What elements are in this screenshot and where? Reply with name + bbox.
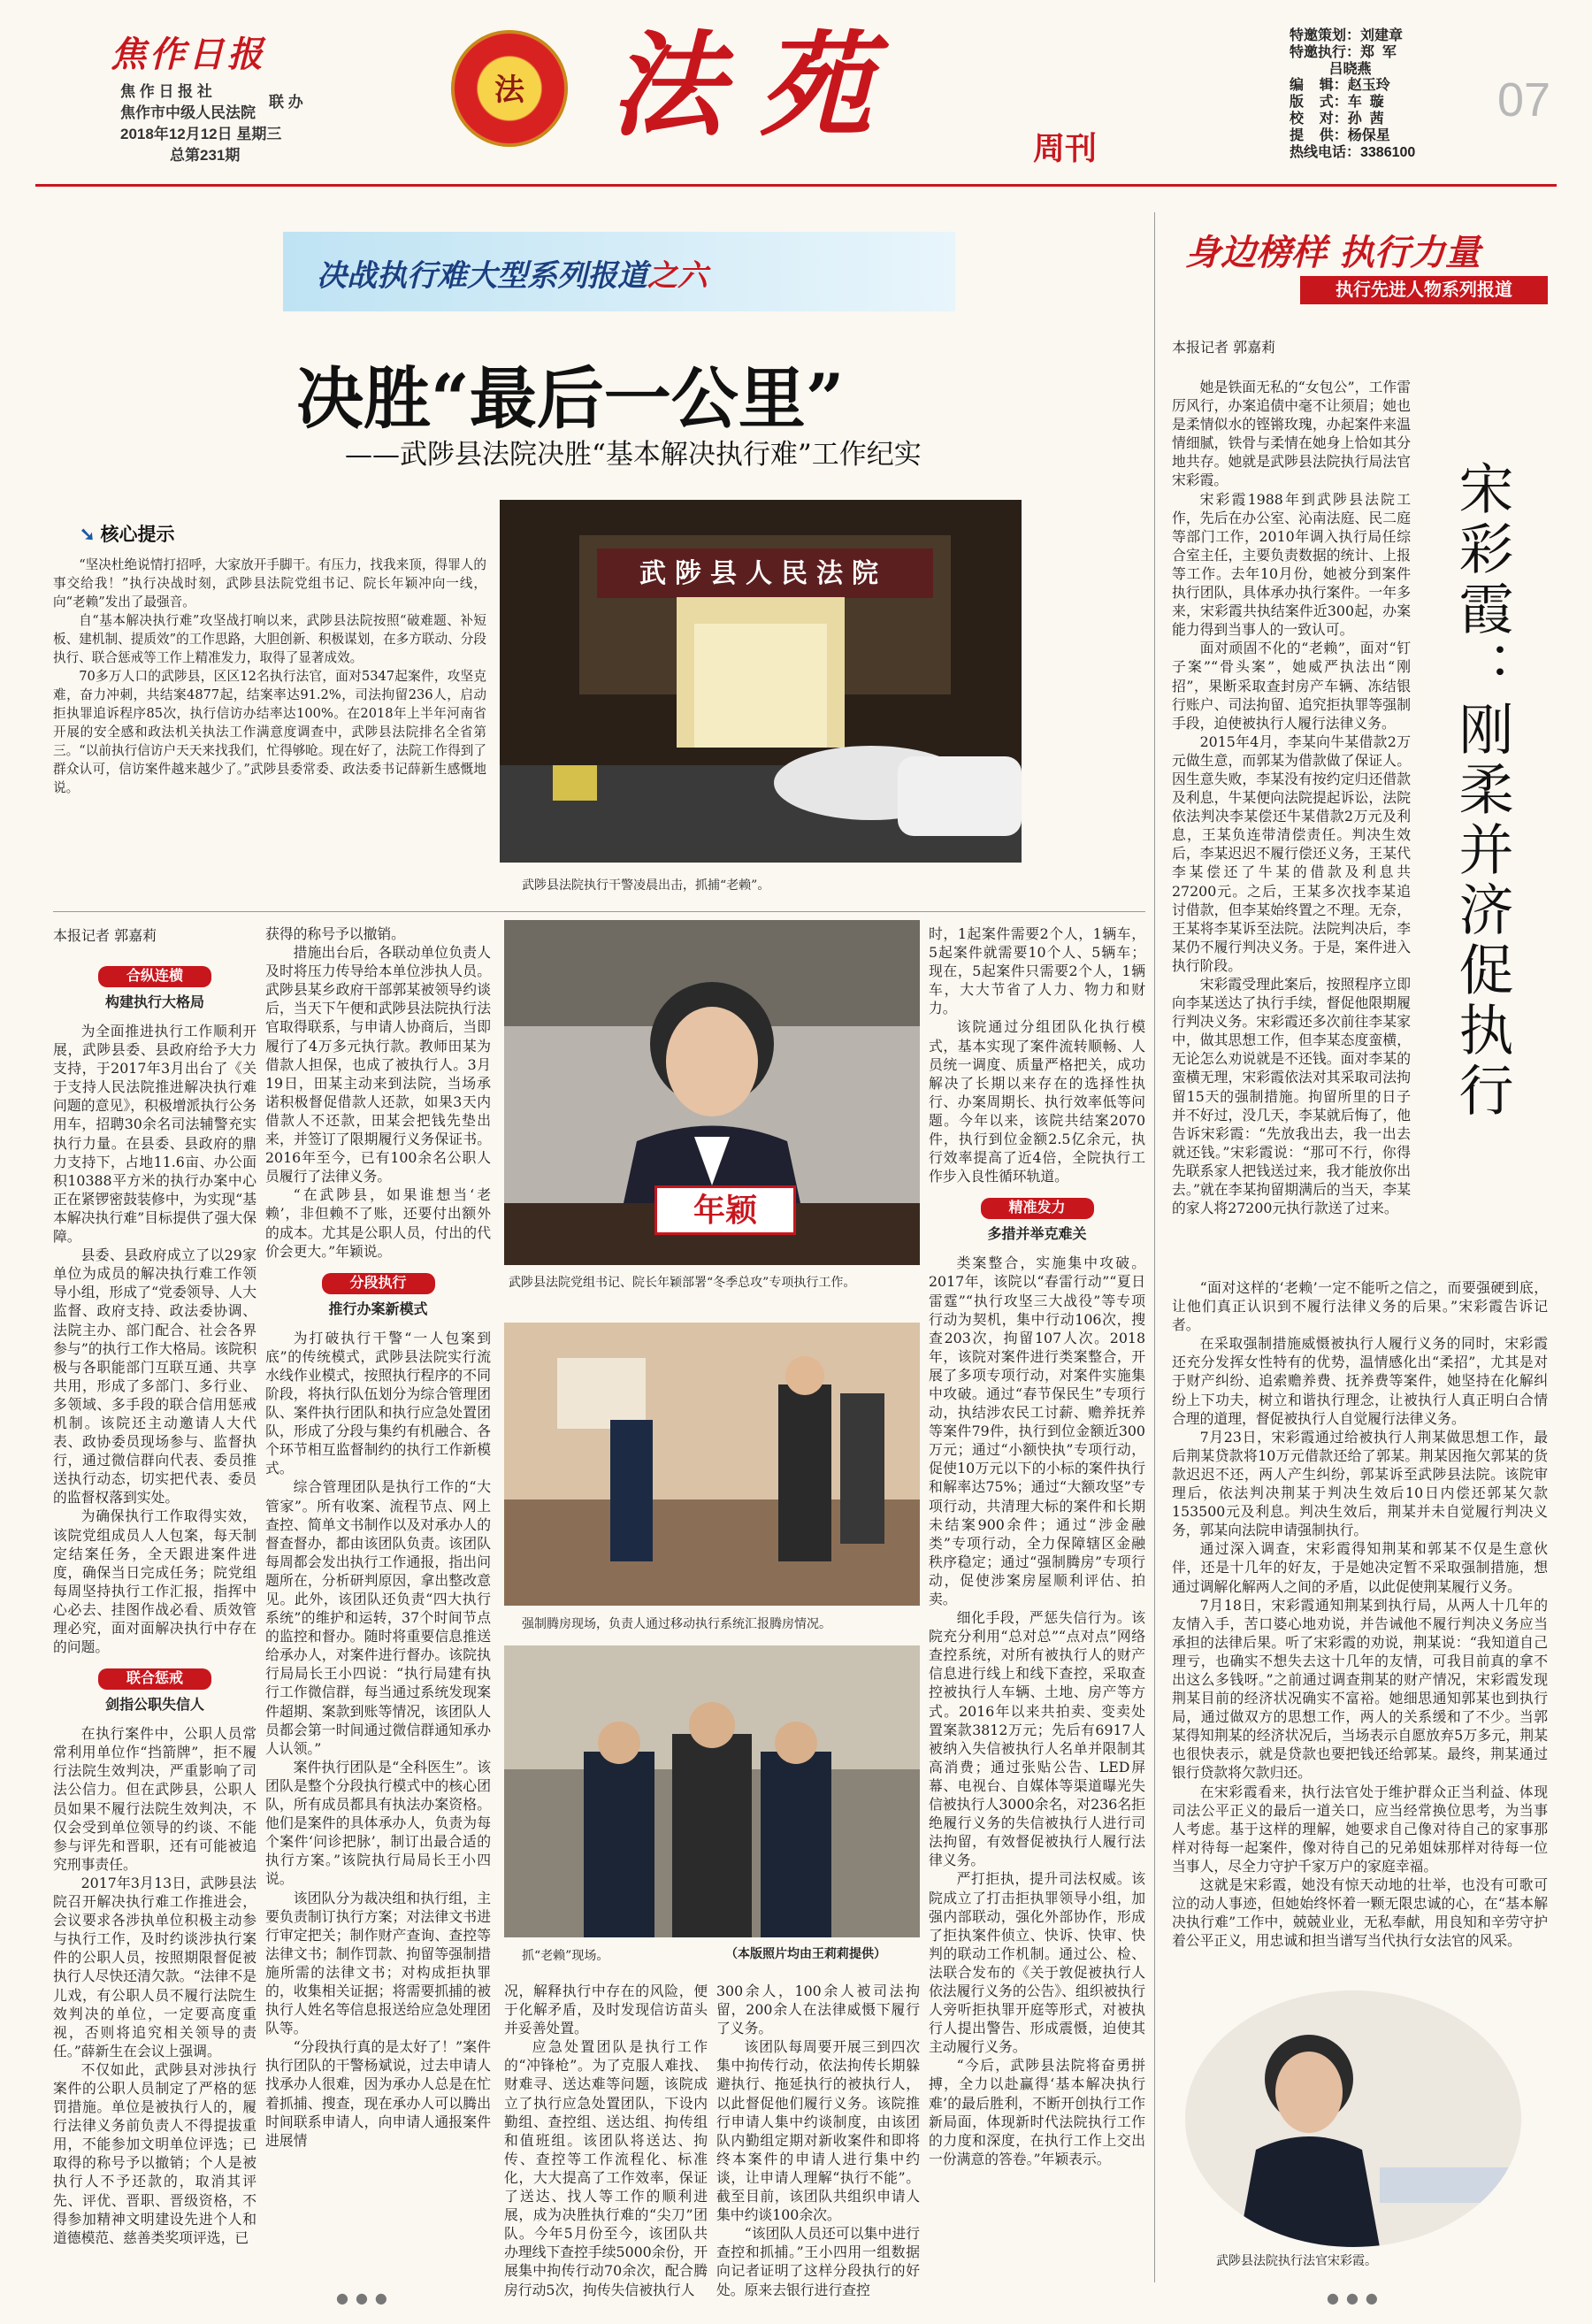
paragraph: 该团队分为裁决组和执行组，主要负责制订执行方案；对法律文书进行审定把关；制作财产查询、查控等法律文书；制作罚款、拘留等强制措施所需的法律文书；对构成拒执罪的，收集相关证据；将需要抓捕的被执行人姓名等信息报送给应急处理团队等。 [265,1889,491,2037]
section-tag: 合纵连横 [98,966,211,987]
paragraph: 在采取强制措施威慑被执行人履行义务的同时，宋彩霞还充分发挥女性特有的优势，温情感化出“柔招”，尤其是对于财产纠纷、追索赡养费、抚养费等案件，她坚持在化解纠纷上下功夫，树立和谐执行理念，让被执行人真正明白合情合理的道理，督促被执行人自觉履行法律义务。 [1172,1335,1548,1427]
section-subhead: 多措并举克难关 [987,1225,1087,1243]
paragraph: 况，解释执行中存在的风险，便于化解矛盾，及时发现信访苗头并妥善处置。 [504,1983,708,2037]
paragraph: 7月23日，宋彩霞通过给被执行人荆某做思想工作，最后荆某贷款将10万元借款还给了郭某。荆某因拖欠郭某的货款迟迟不还，两人产生纠纷，郭某诉至武陟县法院。该院审理后，依法判决荆某于判决生效后10日内偿还郭某欠款153500元及利息。判决生效后，荆某并未自觉履行判决义务，郭某向法院申请强制执行。 [1172,1428,1548,1539]
profile-column-bottom [1172,1278,1548,1950]
court-emblem [451,30,568,147]
key-para: “坚决杜绝说情打招呼，大家放开手脚干。有压力，找我来顶，得罪人的事交给我！”执行决战时刻，武陟县法院党组书记、院长年颖冲向一线，向“老赖”发出了最强音。 [53,557,486,610]
paragraph: 该团队每周要开展三到四次集中拘传行动，依法拘传长期躲避执行、拖延执行的被执行人，以此督促他们履行义务。该院推行申请人集中约谈制度，由该团队内勤组定期对新收案件和即将终本案件的申请人进行集中约谈，让申请人理解“执行不能”。截至目前，该团队共组织申请人集中约谈100余次。 [716,2038,920,2224]
masthead-area [35,19,1557,189]
paragraph: 在执行案件中，公职人员常常利用单位作“挡箭牌”，拒不履行法院生效判决，严重影响了司法公信力。但在武陟县，公职人员如果不履行法院生效判决，不仅会受到单位领导的约谈、不能参与评先和晋职，还有可能被追究刑事责任。 [53,1725,256,1873]
issue-number: 总第231期 [170,147,241,164]
rolemodel-title: 身边榜样 执行力量 [1185,232,1481,273]
paragraph: 宋彩霞1988年到武陟县法院工作，先后在办公室、沁南法庭、民二庭等部门工作，2010年调入执行局任综合室主任，主要负责数据的统计、上报等工作。去年10月份，她被分到案件执行团队，具体承办执行案件。一年多来，宋彩霞共执结案件近300起，办案能力得到当事人的一致认可。 [1172,490,1411,639]
caption-5: 武陟县法院执行法官宋彩霞。 [1216,2254,1377,2268]
profile-byline: 本报记者 郭嘉莉 [1172,339,1276,356]
column-3 [504,1982,708,2299]
nameplate: 年颖 [654,1185,796,1235]
paragraph: 为确保执行工作取得实效，该院党组成员人人包案，每天制定结案任务，全天跟进案件进度，确保当日完成任务；院党组每周坚持执行工作汇报，指挥中心必去、挂图作战必看、质效管理必究，面对面解决执行中存在的问题。 [53,1507,256,1656]
photo-credit: （本版照片均由王莉莉提供） [725,1947,886,1961]
photo-house-eviction-graphic [504,1323,920,1606]
photo-arrest [504,1645,920,1937]
column-divider [1154,212,1155,2282]
paragraph: 为全面推进执行工作顺利开展，武陟县委、县政府给予大力支持，于2017年3月出台了《关于支持人民法院推进解决执行难问题的意见》，积极增派执行公务用车，招聘30余名司法辅警充实执行力量。在县委、县政府的鼎力支持下，占地11.6亩、办公面积10388平方米的执行办案中心正在紧锣密鼓装修中，为实现“基本解决执行难”目标提供了强大保障。 [53,1023,256,1246]
column-4 [929,924,1145,2168]
paragraph: 县委、县政府成立了以29家单位为成员的解决执行难工作领导小组，形成了“党委领导、人大监督、政府支持、政法委协调、法院主办、部门配合、社会各界参与”的执行工作大格局。该院积极与各职能部门互联互通、共享共用，形成了多部门、多行业、多领域、多手段的联合信用惩戒机制。该院还主动邀请人大代表、政协委员现场参与、监督执行，通过微信群向代表、委员推送执行动态，切实把代表、委员的监督权落到实处。 [53,1246,256,1507]
key-points-title: ➘ 核心提示 [80,525,175,545]
staff-list: 特邀策划：刘建章 特邀执行：郑 军 吕晓燕 编 辑：赵玉玲 版 式：车 璇 校 对：孙 茜 提 供：杨保星 热线电话：3386100 [1290,28,1416,160]
photo-house-eviction [504,1323,920,1606]
paragraph: 为打破执行干警“一人包案到底”的传统模式，武陟县法院实行流水线作业模式，按照执行程序的不同阶段，将执行队伍划分为综合管理团队、案件执行团队和执行应急处置团队，形成了分段与集约有机融合、各个环节相互监督制约的执行工作新模式。 [265,1329,491,1477]
paragraph: 时，1起案件需要2个人，1辆车，5起案件就需要10个人、5辆车；现在，5起案件只需要2个人，1辆车，大大节省了人力、物力和财力。 [929,925,1145,1017]
supplement-title: 法苑 [610,19,908,152]
paragraph: 应急处置团队是执行工作的“冲锋枪”。为了克服人难找、财难寻、送达难等问题，该院成立了执行应急处置团队，下设内勤组、查控组、送达组、拘传组和值班组。该团队将送达、拘传、查控等工作流程化、标准化，大大提高了工作效率，保证了送达、找人等工作的顺利进展，成为决胜执行难的“尖刀”团队。今年5月份至今，该团队共办理线下查控手续5000余份，开展集中拘传行动70余次，配合腾房行动5次，拘传失信被执行人 [504,2038,708,2298]
section-subhead: 构建执行大格局 [104,993,204,1010]
publisher-line-2: 焦作市中级人民法院 [120,104,256,121]
paragraph: 措施出台后，各联动单位负责人及时将压力传导给本单位涉执人员。武陟县某乡政府干部郭某被领导约谈后，当天下午便和武陟县法院执行法官取得联系，与申请人协商后，当即履行了4万多元执行款。教师田某为借款人担保，也成了被执行人。3月19日，田某主动来到法院，当场承诺积极督促借款人还款，如果3天内借款人不还款，田某会把钱先垫出来，并签订了限期履行义务保证书。2016年至今，已有100余名公职人员履行了法律义务。 [265,944,491,1185]
photo-judge-song-graphic [1185,1990,1521,2247]
publisher-line-1: 焦 作 日 报 社 [120,83,212,100]
series-banner [283,232,955,311]
paragraph: 在宋彩霞看来，执行法官处于维护群众正当利益、体现司法公平正义的最后一道关口，应当经常换位思考，为当事人考虑。基于这样的理解，她要求自己像对待自己的家事那样对待每一起案件，像对待自己的兄弟姐妹那样对待每一位当事人，尽全力守护千家万户的家庭幸福。 [1172,1783,1548,1875]
paragraph: “分段执行真的是太好了！”案件执行团队的干警杨斌说，过去申请人找承办人很难，因为承办人总是在忙着抓捕、搜查，现在承办人可以腾出时间联系申请人，向申请人通报案件进展情 [265,2038,491,2149]
paragraph: 面对顽固不化的“老赖”，面对“钉子案”“骨头案”，她威严执法出“刚招”，果断采取查封房产车辆、冻结银行账户、司法拘留、追究拒执罪等强制手段，迫使被执行人履行法律义务。 [1172,640,1411,732]
section-tag: 联合惩戒 [98,1668,211,1690]
section-divider [53,911,1145,912]
paragraph: 宋彩霞受理此案后，按照程序立即向李某送达了执行手续，督促他限期履行判决义务。宋彩霞还多次前往李某家中，做其思想工作，但李某态度蛮横，无论怎么劝说就是不还钱。面对李某的蛮横无理，宋彩霞依法对其采取司法拘留15天的强制措施。拘留所里的日子并不好过，没几天，李某就后悔了，他告诉宋彩霞：“先放我出去，我一出去就还钱。”宋彩霞说：“那可不行，你得先联系家人把钱送过来，我才能放你出去。”就在李某拘留期满后的当天，李某的家人将27200元执行款送了过来。 [1172,976,1411,1217]
paragraph: 2015年4月，李某向牛某借款2万元做生意，而郭某为借款做了保证人。因生意失败，李某没有按约定归还借款及利息，牛某便向法院提起诉讼，法院依法判决李某偿还牛某借款2万元及利息，王某负连带清偿责任。判决生效后，李某迟迟不履行偿还义务，王某代李某偿还了牛某的借款及利息共27200元。之后，王某多次找李某追讨借款，但李某始终置之不理。无奈，王某将李某诉至法院。法院判决后，李某仍不履行判决义务。于是，案件进入执行阶段。 [1172,732,1411,974]
weekly-label: 周刊 [1033,131,1098,167]
court-sign: 武陟县人民法院 [639,558,887,589]
caption-4: 抓“老赖”现场。 [522,1949,609,1963]
paper-logo: 焦作日报 [111,34,266,75]
profile-title: 宋彩霞：刚柔并济促执行 [1450,460,1514,1122]
page-number: 07 [1497,73,1551,127]
key-para: 70多万人口的武陟县，区区12名执行法官，面对5347起案件，攻坚克难，奋力冲刺，共结案4877起，结案率达91.2%，司法拘留236人，启动拒执罪追诉程序85次，执行信访办结率达100%。在2018年上半年河南省开展的安全感和政法机关执法工作满意度调查中，武陟县法院排名全省第三。“以前执行信访户天天来找我们，忙得够呛。现在好了，法院工作得到了群众认可，信访案件越来越少了。”武陟县委常委、政法委书记薛新生感慨地说。 [53,669,486,795]
issue-date: 2018年12月12日 星期三 [120,126,282,142]
section-subhead: 剑指公职失信人 [104,1696,204,1714]
paragraph: 严打拒执，提升司法权威。该院成立了打击拒执罪领导小组，加强内部联动，强化外部协作，形成了拒执案件侦立、快诉、快审、快判的联动工作机制。通过公、检、法联合发布的《关于敦促被执行人依法履行义务的公告》、组织被执行人旁听拒执罪开庭等形式，对被执行人提出警告、形成震慑，迫使其主动履行义务。 [929,1870,1145,2056]
profile-column-top [1172,336,1411,1217]
paragraph: “面对这样的‘老赖’一定不能听之信之，而要强硬到底，让他们真正认识到不履行法律义务的后果。”宋彩霞告诉记者。 [1172,1279,1548,1334]
photo-judge-song [1185,1990,1521,2247]
article-headline: 决胜“最后一公里” [296,359,845,438]
paragraph: 她是铁面无私的“女包公”，工作雷厉风行，办案追债中毫不让须眉；她也是柔情似水的铿锵玫瑰，办起案件来温情细腻，铁骨与柔情在她身上恰如其分地共存。她就是武陟县法院执行局法官宋彩霞。 [1172,379,1411,489]
emblem-text: 法 [494,73,524,108]
section-tag: 精准发力 [981,1198,1094,1219]
paragraph: 案件执行团队是“全科医生”。该团队是整个分段执行模式中的核心团队，所有成员都具有执法办案资格。他们是案件的具体承办人，负责为每个案件‘问诊把脉’，制订出最合适的执行方案。”该院执行局局长王小四说。 [265,1758,491,1888]
rolemodel-subtitle: 执行先进人物系列报道 [1300,276,1548,304]
caption-3: 强制腾房现场，负责人通过移动执行系统汇报腾房情况。 [522,1617,831,1631]
rolemodel-banner [1176,219,1557,315]
paragraph: 通过深入调查，宋彩霞得知荆某和郭某不仅是生意伙伴，还是十几年的好友，于是她决定暂不采取强制措施，想通过调解化解两人之间的矛盾，以此促使荆某履行义务。 [1172,1540,1548,1595]
key-para: 自“基本解决执行难”攻坚战打响以来，武陟县法院按照“破难题、补短板、建机制、提质效”的工作思路，大胆创新、积极谋划，在多方联动、分段执行、联合惩戒等工作上精准发力，取得了显著成效。 [53,613,486,665]
paragraph: 2017年3月13日，武陟县法院召开解决执行难工作推进会，会议要求各涉执单位积极主动参与执行工作，及时约谈涉执行案件的公职人员，按照期限督促被执行人尽快还清欠款。“法律不是儿戏，有公职人员不履行法院生效判决的单位，一定要高度重视，否则将追究相关领导的责任。”薛新生在会议上强调。 [53,1874,256,2059]
article-byline: 本报记者 郭嘉莉 [53,927,157,944]
paragraph: “在武陟县，如果谁想当‘老赖’，非但赖不了账，还要付出额外的成本。尤其是公职人员，付出的代价会更大。”年颖说。 [265,1186,491,1260]
caption-1: 武陟县法院执行干警凌晨出击，抓捕“老赖”。 [522,878,770,893]
paragraph: 该院通过分组团队化执行模式，基本实现了案件流转顺畅、人员统一调度、质量严格把关，成功解决了长期以来存在的选择性执行、办案周期长、执行效率低等问题。今年以来，该院共结案2070件，执行到位金额2.5亿余元，执行效率提高了近4倍，全院执行工作步入良性循环轨道。 [929,1018,1145,1185]
series-banner-text: 决战执行难大型系列报道之六 [317,258,708,294]
arrow-icon: ➘ [80,525,96,545]
joint-label: 联 办 [269,94,303,111]
photo-court-night [500,500,1022,863]
paragraph: 细化手段，严惩失信行为。该院充分利用“总对总”“点对点”网络查控系统，对所有被执行人的财产信息进行线上和线下查控，采取查控被执行人车辆、土地、房产等方式。2016年以来共拍卖、变卖处置案款3812万元；先后有6917人被纳入失信被执行人名单并限制其高消费；通过张贴公告、LED屏幕、电视台、自媒体等渠道曝光失信被执行人3000余名，对236名拒绝履行义务的失信被执行人进行司法拘留，有效督促被执行人履行法律义务。 [929,1609,1145,1869]
caption-2: 武陟县法院党组书记、院长年颖部署“冬季总攻”专项执行工作。 [509,1276,856,1290]
paragraph: 这就是宋彩霞，她没有惊天动地的壮举，也没有可歌可泣的动人事迹，但她始终怀着一颗无限忠诚的心，在“基本解决执行难”工作中，兢兢业业，无私奉献，用良知和辛劳守护着公平正义，用忠诚和担当谱写当代执行女法官的风采。 [1172,1876,1548,1950]
photo-arrest-graphic [504,1645,920,1937]
footer-dots: ●●● [1327,2289,1385,2306]
paragraph: 综合管理团队是执行工作的“大管家”。所有收案、流程节点、网上查控、简单文书制作以及对承办人的督查督办，都由该团队负责。该团队每周都会发出执行工作通报，指出问题所在，分析研判原因，拿出整改意见。此外，该团队还负责“四大执行系统”的维护和运转，37个时间节点的监控和督办。随时将重要信息推送给承办人，对案件进行督办。该院执行局局长王小四说：“执行局建有执行工作微信群，每当通过系统发现案件超期、案款到账等情况，该团队人员都会第一时间通过微信群通知承办人认领。” [265,1478,491,1757]
article-subheadline: ——武陟县法院决胜“基本解决执行难”工作纪实 [345,439,922,471]
column-1 [53,924,256,2247]
paragraph: 获得的称号予以撤销。 [265,925,405,942]
section-tag: 分段执行 [322,1273,435,1294]
footer-dots: ●●● [336,2289,394,2306]
column-3b [716,1982,920,2299]
column-2 [265,924,491,2150]
paragraph: “今后，武陟县法院将奋勇拼搏，全力以赴赢得‘基本解决执行难’的最后胜利，不断开创执行工作新局面，体现新时代法院执行工作的力度和深度，在执行工作上交出一份满意的答卷。”年颖表示。 [929,2057,1145,2167]
paragraph: “该团队人员还可以集中进行查控和抓捕。”王小四用一组数据向记者证明了这样分段执行的好处。原来去银行进行查控 [716,2225,920,2298]
paragraph: 类案整合，实施集中攻破。2017年，该院以“春雷行动”“夏日雷霆”“执行攻坚三大战役”等专项行动为契机，集中行动106次，搜查203次，拘留107人次。2018年，该院对案件进行类案整合，开展了多项专项行动，对案件实施集中攻破。通过“春节保民生”专项行动，执结涉农民工讨薪、赡养抚养等案件79件，执行到位金额近300万元；通过“小额快执”专项行动，促使10万元以下的小标的案件执行和解率达75%；通过“大额攻坚”专项行动，共清理大标的案件和长期未结案900余件；通过“涉金融类”专项行动，全力保障辖区金融秩序稳定；通过“强制腾房”专项行动，促使涉案房屋顺利评估、拍卖。 [929,1254,1145,1607]
paragraph: 不仅如此，武陟县对涉执行案件的公职人员制定了严格的惩罚措施。单位是被执行人的，履行法律义务前负责人不得提拔重用，不能参加文明单位评选；已取得的称号予以撤销；个人是被执行人不予还款的，取消其评先、评优、晋职、晋级资格，不得参加精神文明建设先进个人和道德模范、慈善类奖项评选，已 [53,2060,256,2246]
key-points [53,556,486,797]
paragraph: 7月18日，宋彩霞通知荆某到执行局，从两人十几年的友情入手，苦口婆心地劝说，并告诫他不履行判决义务应当承担的法律后果。听了宋彩霞的劝说，荆某说：“我知道自己理亏，也确实不想失去这十几年的友情，可我目前真的拿不出这么多钱呀。”之前通过调查荆某的财产情况，宋彩霞发现荆某目前的经济状况确实不富裕。她细思通知郭某也到执行局，通过做双方的思想工作，两人的关系缓和了不少。当郭某得知荆某的经济状况后，当场表示自愿放弃5万多元，荆某也很快表示，就是贷款也要把钱还给郭某。最终，荆某通过银行贷款将欠款归还。 [1172,1596,1548,1782]
photo-president [504,920,920,1265]
paragraph: 300余人，100余人被司法拘留，200余人在法律威慑下履行了义务。 [716,1983,920,2037]
header-rule [35,184,1557,187]
section-subhead: 推行办案新模式 [328,1300,428,1317]
